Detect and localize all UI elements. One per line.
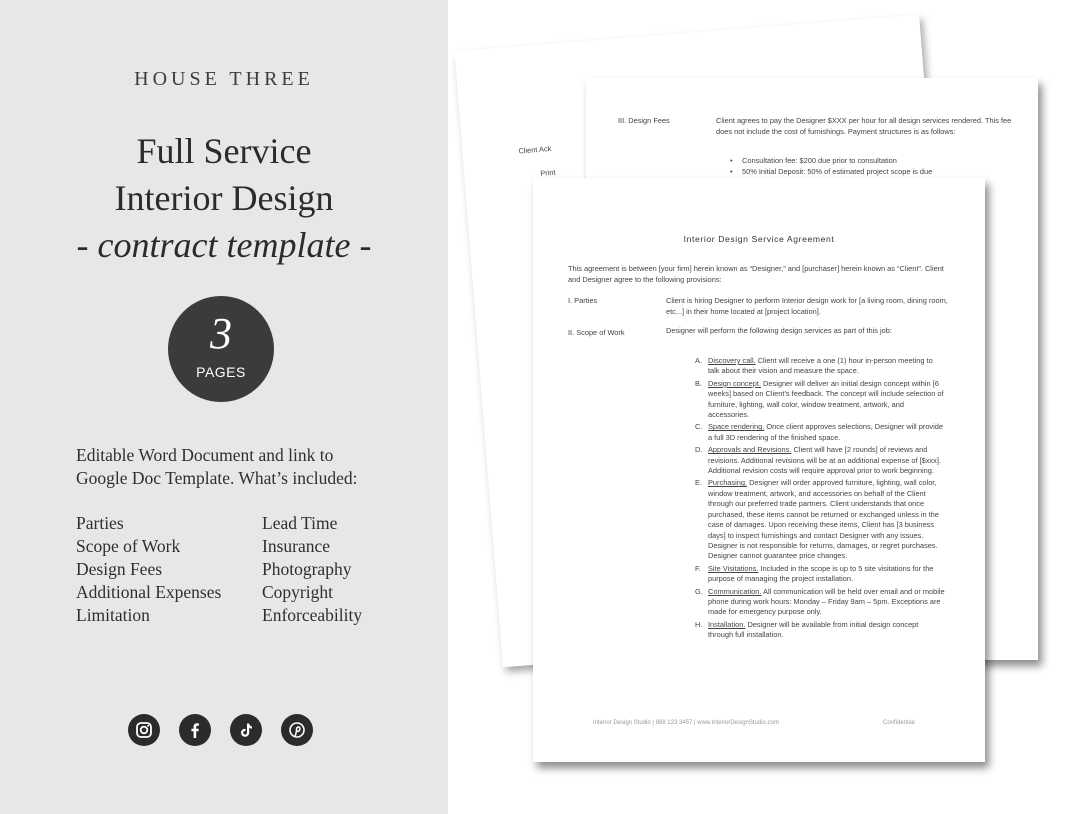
intro-line-2: Google Doc Template. What’s included: xyxy=(76,468,358,488)
feature-item: Design Fees xyxy=(76,559,163,579)
print-label: Print xyxy=(539,167,556,178)
feature-item: Scope of Work xyxy=(76,536,181,556)
design-fees-label: III. Design Fees xyxy=(618,116,670,125)
scope-text: Designer will perform the following design services as part of this job: xyxy=(666,326,892,335)
client-ack-label: Client Ack xyxy=(518,143,552,156)
fee-bullet: • Consultation fee: $200 due prior to consultation xyxy=(730,156,897,165)
page-footer-confidential: Confidential xyxy=(883,720,915,726)
service-item: B. Design concept. Designer will deliver an initial design concept within [6 weeks] based on Client’s feedback. The concept will include selection of furniture, lighting, wall color, window treatment, artwork, and accessories. xyxy=(695,378,944,420)
pages-label: PAGES xyxy=(196,364,246,380)
brand-name: HOUSE THREE xyxy=(134,68,314,90)
feature-item: Limitation xyxy=(76,605,150,625)
features-column-1 xyxy=(76,512,221,627)
fee-bullet: • 50% Initial Deposit: 50% of estimated project scope is due xyxy=(730,167,933,176)
page-footer: Interior Design Studio | 888 123 3457 | www.InteriorDesignStudio.com xyxy=(593,720,779,726)
feature-item: Parties xyxy=(76,513,124,533)
intro-line-1: Editable Word Document and link to xyxy=(76,445,334,465)
feature-item: Photography xyxy=(262,559,352,579)
design-fees-text: Client agrees to pay the Designer $XXX per hour for all design services rendered. This fee does not include the cost of furnishings. Payment structures is as follows: xyxy=(716,116,1012,136)
pages-count: 3 xyxy=(210,309,232,358)
feature-item: Insurance xyxy=(262,536,331,556)
pinterest-icon[interactable] xyxy=(281,714,313,746)
service-item: H. Installation. Designer will be available from initial design concept through full installation. xyxy=(695,619,919,640)
left-panel xyxy=(0,0,448,814)
social-links xyxy=(128,714,313,746)
features-column-2 xyxy=(262,512,362,627)
service-item: F. Site Visitations. Included in the scope is up to 5 site visitations for the purpose of managing the project installation. xyxy=(695,563,934,584)
agreement-intro: This agreement is between [your firm] herein known as “Designer,” and [purchaser] herein known as “Client”. Client and Designer agree to the following provisions: xyxy=(568,264,944,284)
feature-item: Lead Time xyxy=(262,513,338,533)
service-item: A. Discovery call. Client will receive a one (1) hour in-person meeting to talk about their vision and measure the space. xyxy=(695,356,933,376)
parties-label: I. Parties xyxy=(568,296,598,305)
title-line-2: Interior Design xyxy=(114,178,334,218)
instagram-icon[interactable] xyxy=(128,714,160,746)
service-item: G. Communication. All communication will be held over email and or mobile phone during work hours: Monday – Friday 9am – 5pm. Exceptions are made for emergency purpose only. xyxy=(695,586,945,617)
service-item: C. Space rendering. Once client approves selections, Designer will provide a full 3D rendering of the finished space. xyxy=(695,422,943,442)
title-line-1: Full Service xyxy=(136,131,312,171)
facebook-icon[interactable] xyxy=(179,714,211,746)
title-subtitle: - contract template - xyxy=(76,225,372,265)
tiktok-icon[interactable] xyxy=(230,714,262,746)
service-item: E. Purchasing. Designer will order approved furniture, lighting, wall color, window treatment, artwork, and accessories on behalf of the Client through our preferred trade partners. Client understands that once purchased, these items cannot be returned or exchanged unless in the case of damages. Upon receiving these items, Client has [3 business days] to inspect furnishings and contact Designer with any issues. Designer is not responsible for returns, damages, or regret purchases. Designer cannot guarantee price changes. xyxy=(695,478,939,561)
feature-item: Enforceability xyxy=(262,605,363,625)
services-list xyxy=(695,356,945,643)
document-page-front xyxy=(533,178,985,762)
feature-item: Copyright xyxy=(262,582,333,602)
scope-label: II. Scope of Work xyxy=(568,328,625,337)
parties-text: Client is hiring Designer to perform Interior design work for [a living room, dining room, etc...] in their home located at [project location]. xyxy=(666,296,948,316)
agreement-title: Interior Design Service Agreement xyxy=(683,234,835,244)
product-intro xyxy=(76,444,396,490)
service-item: D. Approvals and Revisions. Client will have [2 rounds] of reviews and revisions. Additional revisions will be at an additional expense of [$xxx]. Additional revision costs will require approval prior to work beginning. xyxy=(695,445,941,476)
pages-badge xyxy=(168,296,274,402)
feature-item: Additional Expenses xyxy=(76,582,222,602)
